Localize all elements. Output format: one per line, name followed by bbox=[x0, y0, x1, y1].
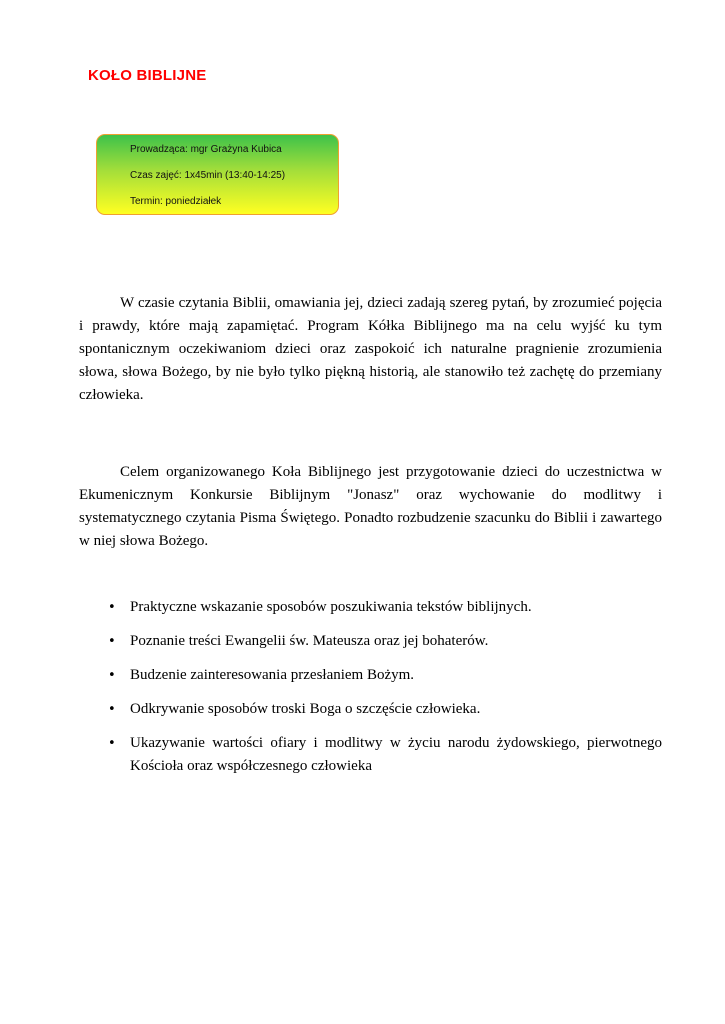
list-item: • Praktyczne wskazanie sposobów poszukiwania tekstów biblijnych. bbox=[130, 596, 662, 619]
info-date: Termin: poniedziałek bbox=[130, 196, 222, 207]
list-item: • Poznanie treści Ewangelii św. Mateusza oraz jej bohaterów. bbox=[130, 630, 662, 653]
goals-list bbox=[130, 596, 662, 789]
paragraph-goal: Celem organizowanego Koła Biblijnego jest przygotowanie dzieci do uczestnictwa w Ekumenicznym Konkursie Biblijnym "Jonasz" oraz wychowanie do modlitwy i systematycznego czytania Pisma Świętego. Ponadto rozbudzenie szacunku do Biblii i zawartego w niej słowa Bożego. bbox=[79, 464, 662, 549]
list-item: • Odkrywanie sposobów troski Boga o szczęście człowieka. bbox=[130, 698, 662, 721]
info-time: Czas zajęć: 1x45min (13:40-14:25) bbox=[130, 170, 286, 181]
list-item: • Budzenie zainteresowania przesłaniem Bożym. bbox=[130, 664, 662, 687]
paragraph-intro: W czasie czytania Biblii, omawiania jej, dzieci zadają szereg pytań, by zrozumieć pojęcia i prawdy, które mają zapamiętać. Program Kółka Biblijnego ma na celu wyjść ku tym spontanicznym oczekiwaniom dzieci oraz zaspokoić ich naturalne pragnienie zrozumienia słowa, słowa Bożego, by nie było tylko piękną historią, ale stanowiło też zachętę do przemiany człowieka. bbox=[79, 295, 662, 403]
info-lead: Prowadząca: mgr Grażyna Kubica bbox=[130, 144, 282, 155]
info-box bbox=[96, 134, 339, 215]
page-title: KOŁO BIBLIJNE bbox=[88, 67, 207, 84]
list-item: • Ukazywanie wartości ofiary i modlitwy w życiu narodu żydowskiego, pierwotnego Kościoła oraz współczesnego człowieka bbox=[130, 732, 662, 778]
